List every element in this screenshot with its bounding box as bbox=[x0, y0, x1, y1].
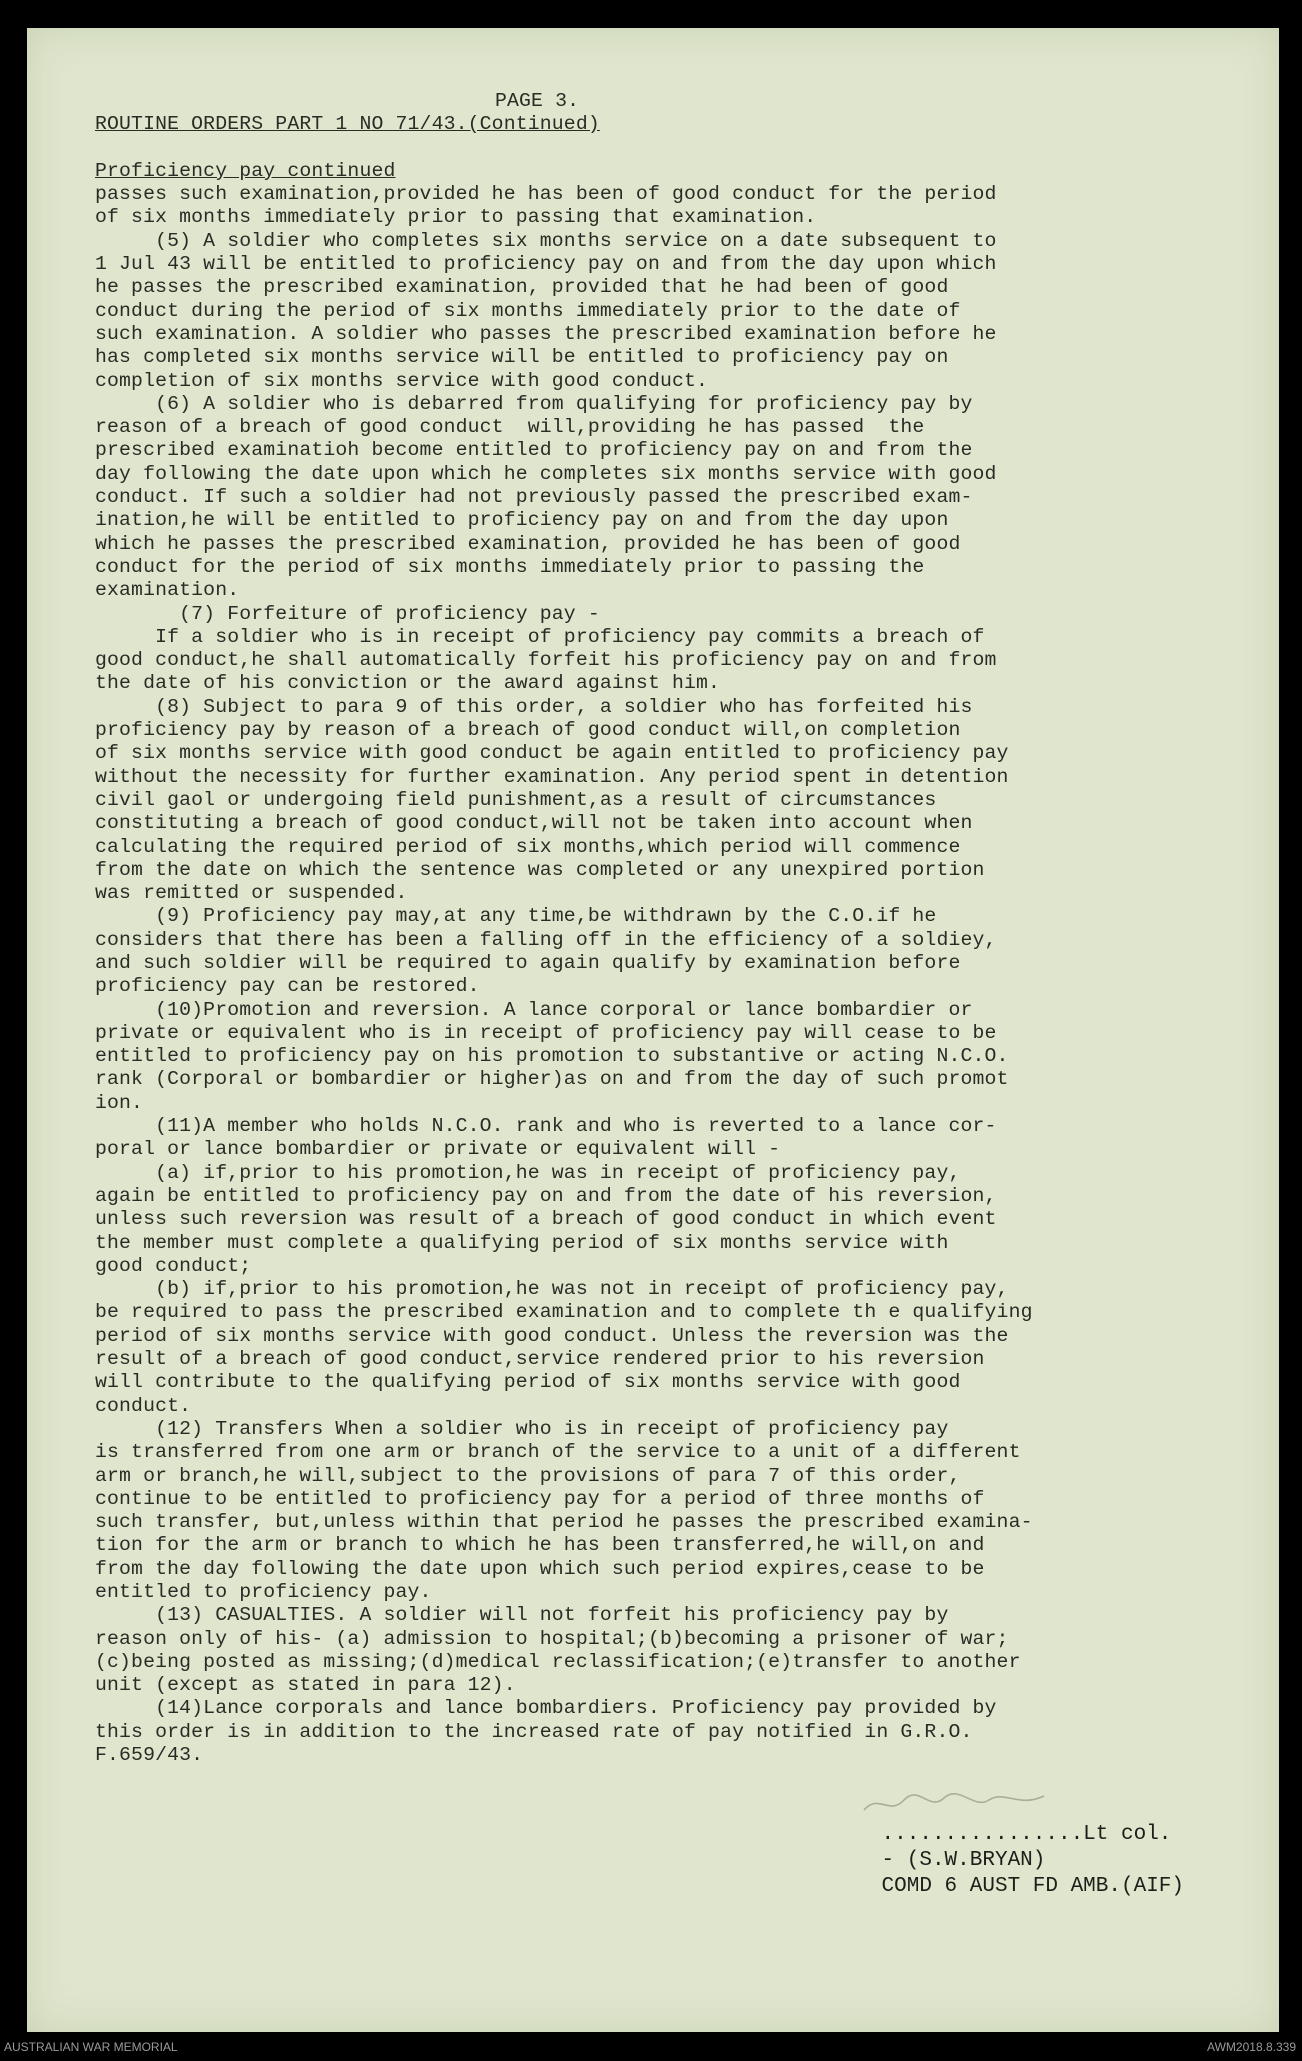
footer-bar bbox=[0, 2033, 1302, 2061]
body-line: entitled to proficiency pay on his promotion to substantive or acting N.C.O. bbox=[95, 1045, 1009, 1068]
spacer bbox=[95, 137, 1265, 160]
body-line: again be entitled to proficiency pay on and from the date of his reversion, bbox=[95, 1184, 997, 1207]
body-lines bbox=[95, 183, 1265, 1767]
body-line: of six months immediately prior to passing that examination. bbox=[95, 206, 817, 229]
signature-name: - (S.W.BRYAN) bbox=[881, 1849, 1046, 1872]
body-line: (c)being posted as missing;(d)medical reclassification;(e)transfer to another bbox=[95, 1650, 1021, 1673]
body-line: good conduct,he shall automatically forfeit his proficiency pay on and from bbox=[95, 649, 997, 672]
body-line: has completed six months service will be entitled to proficiency pay on bbox=[95, 346, 949, 369]
body-line: (14)Lance corporals and lance bombardiers. Proficiency pay provided by bbox=[95, 1697, 997, 1720]
body-line: was remitted or suspended. bbox=[95, 882, 408, 905]
body-line: conduct for the period of six months immediately prior to passing the bbox=[95, 555, 925, 578]
body-line: ination,he will be entitled to proficiency pay on and from the day upon bbox=[95, 509, 949, 532]
body-line: (11)A member who holds N.C.O. rank and who is reverted to a lance cor- bbox=[95, 1115, 997, 1138]
body-line: 1 Jul 43 will be entitled to proficiency pay on and from the day upon which bbox=[95, 253, 997, 276]
body-line: will contribute to the qualifying period of six months service with good bbox=[95, 1371, 961, 1394]
body-line: reason only of his- (a) admission to hospital;(b)becoming a prisoner of war; bbox=[95, 1627, 1009, 1650]
body-line: (9) Proficiency pay may,at any time,be withdrawn by the C.O.if he bbox=[95, 905, 937, 928]
body-line: day following the date upon which he completes six months service with good bbox=[95, 462, 997, 485]
body-line: (6) A soldier who is debarred from qualifying for proficiency pay by bbox=[95, 392, 973, 415]
footer-credit: AUSTRALIAN WAR MEMORIAL bbox=[4, 2040, 178, 2054]
document-page bbox=[27, 28, 1279, 2032]
body-line: such transfer, but,unless within that period he passes the prescribed examina- bbox=[95, 1511, 1033, 1534]
footer-accession: AWM2018.8.339 bbox=[1207, 2040, 1296, 2054]
body-line: is transferred from one arm or branch of the service to a unit of a different bbox=[95, 1441, 1021, 1464]
body-line: conduct. If such a soldier had not previously passed the prescribed exam- bbox=[95, 486, 973, 509]
body-line: private or equivalent who is in receipt of proficiency pay will cease to be bbox=[95, 1021, 997, 1044]
body-line: result of a breach of good conduct,service rendered prior to his reversion bbox=[95, 1348, 985, 1371]
body-line: tion for the arm or branch to which he has been transferred,he will,on and bbox=[95, 1534, 985, 1557]
body-line: he passes the prescribed examination, provided that he had been of good bbox=[95, 276, 949, 299]
body-line: (13) CASUALTIES. A soldier will not forfeit his proficiency pay by bbox=[95, 1604, 949, 1627]
body-line: conduct. bbox=[95, 1394, 192, 1417]
body-line: (b) if,prior to his promotion,he was not in receipt of proficiency pay, bbox=[95, 1278, 1009, 1301]
body-line: unless such reversion was result of a breach of good conduct in which event bbox=[95, 1208, 997, 1231]
body-line: reason of a breach of good conduct will,providing he has passed the bbox=[95, 416, 925, 439]
body-line: ion. bbox=[95, 1091, 144, 1114]
handwritten-signature bbox=[859, 1788, 1049, 1818]
body-line: constituting a breach of good conduct,will not be taken into account when bbox=[95, 812, 973, 835]
body-line: which he passes the prescribed examination, provided he has been of good bbox=[95, 532, 961, 555]
body-line: (5) A soldier who completes six months service on a date subsequent to bbox=[95, 229, 997, 252]
body-line: (10)Promotion and reversion. A lance corporal or lance bombardier or bbox=[95, 998, 973, 1021]
body-line: this order is in addition to the increased rate of pay notified in G.R.O. bbox=[95, 1720, 973, 1743]
body-line: unit (except as stated in para 12). bbox=[95, 1674, 516, 1697]
document-body bbox=[95, 90, 1265, 1767]
body-line: be required to pass the prescribed examination and to complete th e qualifying bbox=[95, 1301, 1033, 1324]
body-line: from the date on which the sentence was completed or any unexpired portion bbox=[95, 858, 985, 881]
body-line: rank (Corporal or bombardier or higher)as on and from the day of such promot bbox=[95, 1068, 1009, 1091]
body-line: (12) Transfers When a soldier who is in receipt of proficiency pay bbox=[95, 1417, 949, 1440]
body-line: (7) Forfeiture of proficiency pay - bbox=[95, 602, 600, 625]
body-line: the member must complete a qualifying period of six months service with bbox=[95, 1231, 949, 1254]
body-line: arm or branch,he will,subject to the provisions of para 7 of this order, bbox=[95, 1464, 961, 1487]
body-line: from the day following the date upon which such period expires,cease to be bbox=[95, 1557, 985, 1580]
body-line: without the necessity for further examination. Any period spent in detention bbox=[95, 765, 1009, 788]
page-label: PAGE 3. bbox=[495, 90, 580, 112]
signature-block bbox=[882, 1822, 1184, 1900]
body-line: proficiency pay can be restored. bbox=[95, 975, 480, 998]
body-line: of six months service with good conduct be again entitled to proficiency pay bbox=[95, 742, 1009, 765]
body-line: the date of his conviction or the award against him. bbox=[95, 672, 721, 695]
body-line: considers that there has been a falling off in the efficiency of a soldiey, bbox=[95, 928, 997, 951]
body-line: prescribed examinatioh become entitled to proficiency pay on and from the bbox=[95, 439, 973, 462]
signature-unit: COMD 6 AUST FD AMB.(AIF) bbox=[881, 1875, 1184, 1898]
signature-rank: ................Lt col. bbox=[881, 1823, 1172, 1846]
body-line: passes such examination,provided he has been of good conduct for the period bbox=[95, 183, 997, 206]
body-line: entitled to proficiency pay. bbox=[95, 1581, 432, 1603]
body-line: civil gaol or undergoing field punishment,as a result of circumstances bbox=[95, 788, 937, 811]
body-line: examination. bbox=[95, 579, 240, 602]
body-line: such examination. A soldier who passes the prescribed examination before he bbox=[95, 322, 997, 345]
body-line: completion of six months service with good conduct. bbox=[95, 369, 709, 392]
body-line: poral or lance bombardier or private or equivalent will - bbox=[95, 1138, 781, 1161]
body-line: F.659/43. bbox=[95, 1744, 204, 1767]
section-heading: Proficiency pay continued bbox=[95, 159, 396, 182]
document-title: ROUTINE ORDERS PART 1 NO 71/43.(Continued) bbox=[95, 113, 600, 136]
body-line: (8) Subject to para 9 of this order, a soldier who has forfeited his bbox=[95, 695, 973, 718]
body-line: continue to be entitled to proficiency pay for a period of three months of bbox=[95, 1487, 985, 1510]
body-line: good conduct; bbox=[95, 1254, 252, 1277]
body-line: (a) if,prior to his promotion,he was in receipt of proficiency pay, bbox=[95, 1161, 961, 1184]
body-line: proficiency pay by reason of a breach of good conduct will,on completion bbox=[95, 719, 961, 742]
body-line: calculating the required period of six months,which period will commence bbox=[95, 835, 961, 858]
body-line: conduct during the period of six months immediately prior to the date of bbox=[95, 299, 961, 322]
body-line: period of six months service with good conduct. Unless the reversion was the bbox=[95, 1324, 1009, 1347]
body-line: If a soldier who is in receipt of proficiency pay commits a breach of bbox=[95, 625, 985, 648]
body-line: and such soldier will be required to again qualify by examination before bbox=[95, 951, 961, 974]
